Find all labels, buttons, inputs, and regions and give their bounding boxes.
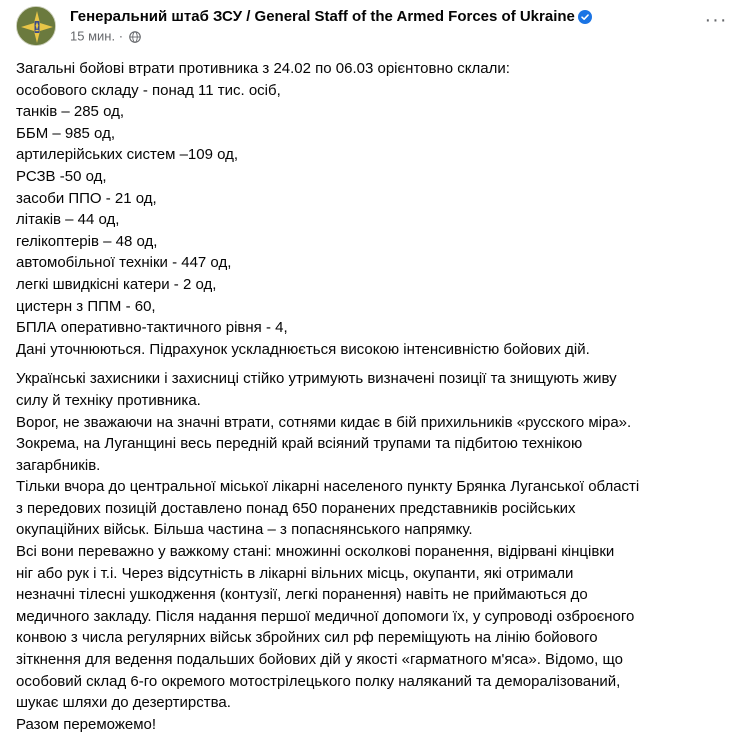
globe-icon[interactable] — [129, 31, 141, 43]
text-line: окупаційних військ. Більша частина – з попаснянського напрямку. — [16, 521, 473, 539]
armed-forces-emblem-icon — [17, 7, 56, 46]
more-options-button[interactable]: ··· — [704, 9, 728, 31]
text-line: автомобільної техніки - 447 од, — [16, 254, 232, 272]
text-line: БПЛА оперативно-тактичного рівня - 4, — [16, 319, 288, 337]
text-line: зіткнення для ведення подальших бойових дій у якості «гарматного м'яса». Відомо, що — [16, 651, 623, 669]
post-text — [16, 58, 736, 735]
text-line: медичного закладу. Після надання першої медичної допомоги їх, у супроводі озброєного — [16, 607, 635, 625]
text-line: конвою з числа регулярних військ збройних сил рф переміщують на лінію бойового — [16, 629, 598, 647]
text-line: особовий склад 6-го окремого мотострілецького полку наляканий та деморалізований, — [16, 672, 621, 690]
text-line: Разом переможемо! — [16, 715, 157, 733]
post-meta — [70, 28, 690, 45]
text-line: силу й техніку противника. — [16, 391, 201, 409]
text-line: артилерійських систем –109 од, — [16, 146, 239, 164]
text-line: літаків – 44 од, — [16, 211, 120, 229]
avatar[interactable] — [16, 6, 56, 46]
text-line: особового складу - понад 11 тис. осіб, — [16, 81, 281, 99]
text-line: ББМ – 985 од, — [16, 124, 115, 142]
verified-icon — [578, 10, 592, 24]
text-line: Українські захисники і захисниці стійко утримують визначені позиції та знищують живу — [16, 370, 617, 388]
text-line: засоби ППО - 21 од, — [16, 189, 157, 207]
text-line: незначні тілесні ушкодження (контузії, легкі поранення) навіть не приймаються до — [16, 586, 588, 604]
text-line: Всі вони переважно у важкому стані: множинні осколкові поранення, відірвані кінцівки — [16, 543, 615, 561]
text-line: Ворог, не зважаючи на значні втрати, сотнями кидає в бій прихильників «русского міра». — [16, 413, 632, 431]
text-line: загарбників. — [16, 456, 101, 474]
text-line: РСЗВ -50 од, — [16, 167, 107, 185]
text-line: гелікоптерів – 48 од, — [16, 232, 158, 250]
text-line: ніг або рук і т.і. Через відсутність в лікарні вільних місць, окупанти, які отримали — [16, 564, 574, 582]
post-paragraph-situation — [16, 368, 736, 735]
post-time[interactable]: 15 мин. — [70, 28, 116, 44]
text-line: Дані уточнюються. Підрахунок ускладнюється високою інтенсивністю бойових дій. — [16, 340, 590, 358]
author-block — [70, 7, 690, 45]
author-name[interactable]: Генеральний штаб ЗСУ / General Staff of the Armed Forces of Ukraine — [70, 8, 575, 25]
meta-separator: · — [118, 28, 124, 44]
text-line: Загальні бойові втрати противника з 24.02 по 06.03 орієнтовно склали: — [16, 60, 510, 77]
text-line: легкі швидкісні катери - 2 од, — [16, 275, 217, 293]
text-line: Зокрема, на Луганщині весь передній край всіяний трупами та підбитою технікою — [16, 435, 583, 453]
text-line: танків – 285 од, — [16, 103, 124, 121]
text-line: Тільки вчора до центральної міської лікарні населеного пункту Брянка Луганської області — [16, 478, 640, 496]
text-line: з передових позицій доставлено понад 650 поранених представників російських — [16, 499, 576, 517]
post-header — [16, 6, 734, 50]
text-line: цистерн з ППМ - 60, — [16, 297, 156, 315]
post-paragraph-losses — [16, 58, 736, 360]
text-line: шукає шляхи до дезертирства. — [16, 694, 231, 712]
